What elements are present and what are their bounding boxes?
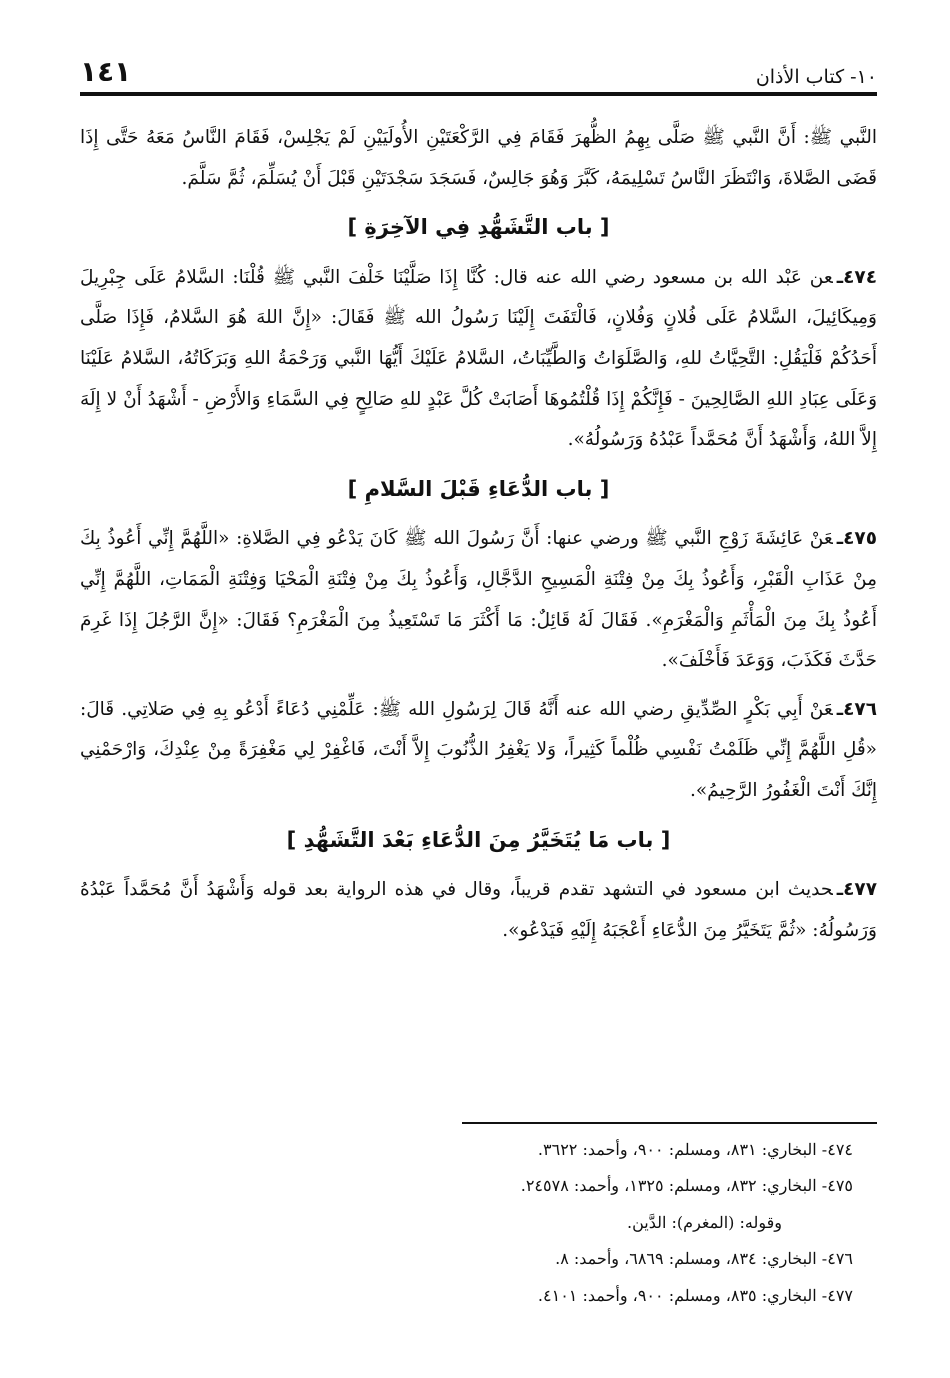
hadith-text: عَنْ أَبِي بَكْرٍ الصِّدِّيقِ رضي الله عنه أَنَّهُ قَالَ لِرَسُولِ الله ﷺ: عَلِّمْنِي دُعَاءً أَدْعُو بِهِ فِي صَلاتِي. قَالَ: «قُلِ اللَّهُمَّ إِنِّي ظَلَمْتُ نَفْسِي ظُلْماً كَثِيراً، وَلا يَغْفِرُ الذُّنُوبَ إِلاَّ أَنْتَ، فَاغْفِرْ لِي مَغْفِرَةً مِنْ عِنْدِكَ، وَارْحَمْنِي إِنَّكَ أَنْتَ الْغَفُورُ الرَّحِيمُ». xyxy=(80,698,877,801)
footnote: ٤٧٧- البخاري: ٨٣٥، ومسلم: ٩٠٠، وأحمد: ٤١٠١. xyxy=(537,1285,853,1305)
footnote-rule xyxy=(462,1122,877,1124)
footnote: ٤٧٥- البخاري: ٨٣٢، ومسلم: ١٣٢٥، وأحمد: ٢٤٥٧٨. xyxy=(520,1176,853,1196)
section-heading: [ باب التَّشَهُّدِ فِي الآخِرَةِ ] xyxy=(347,215,610,240)
hadith-number: ٤٧٧ـ xyxy=(836,879,877,901)
running-header xyxy=(80,52,877,88)
chapter-title: ١٠- كتاب الأذان xyxy=(755,66,877,88)
footnote-note: وقوله: (المغرم): الدَّين. xyxy=(627,1212,782,1232)
hadith-text: عَنْ عَائِشَةَ زَوْجِ النَّبي ﷺ ورضي عنها: أَنَّ رَسُولَ الله ﷺ كَانَ يَدْعُو فِي الصَّلاةِ: «اللَّهُمَّ إِنِّي أَعُوذُ بِكَ مِنْ عَذَابِ الْقَبْرِ، وَأَعُوذُ بِكَ مِنْ فِتْنَةِ الْمَسِيحِ الدَّجَّالِ، وَأَعُوذُ بِكَ مِنْ فِتْنَةِ الْمَحْيَا وَفِتْنَةِ الْمَمَاتِ، اللَّهُمَّ إِنِّي أَعُوذُ بِكَ مِنَ الْمَأْثَمِ وَالْمَغْرَمِ». فَقَالَ لَهُ قَائِلٌ: مَا أَكْثَرَ مَا تَسْتَعِيذُ مِنَ الْمَغْرَمِ؟ فَقَالَ: «إِنَّ الرَّجُلَ إِذَا غَرِمَ حَدَّثَ فَكَذَبَ، وَوَعَدَ فَأَخْلَفَ». xyxy=(80,528,877,672)
hadith-number: ٤٧٤ـ xyxy=(836,266,877,288)
page-number: ١٤١ xyxy=(80,55,132,88)
hadith-476 xyxy=(80,690,877,812)
section-heading: [ باب مَا يُتَخَيَّرُ مِنَ الدُّعَاءِ بَعْدَ التَّشَهُّدِ ] xyxy=(286,827,671,852)
section-heading: [ باب الدُّعَاءِ قَبْلَ السَّلامِ ] xyxy=(347,476,610,501)
hadith-475 xyxy=(80,519,877,681)
footnote: ٤٧٤- البخاري: ٨٣١، ومسلم: ٩٠٠، وأحمد: ٣٦٢٢. xyxy=(537,1140,853,1159)
hadith-text: عن عَبْد الله بن مسعود رضي الله عنه قال: كُنَّا إِذَا صَلَّيْنَا خَلْفَ النَّبي ﷺ قُلْنَا: السَّلامُ عَلَى جِبْرِيلَ وَمِيكَائِيلَ، السَّلامُ عَلَى فُلانٍ وَفُلانٍ، فَالْتَفَتَ إِلَيْنَا رَسُولُ الله ﷺ فَقَالَ: «إِنَّ اللهَ هُوَ السَّلامُ، فَإِذَا صَلَّى أَحَدُكُمْ فَلْيَقُلِ: التَّحِيَّاتُ للهِ، وَالصَّلَوَاتُ وَالطَّيِّبَاتُ، السَّلامُ عَلَيْكَ أَيُّهَا النَّبي وَرَحْمَةُ اللهِ وَبَرَكَاتُهُ، السَّلامُ عَلَيْنَا وَعَلَى عِبَادِ اللهِ الصَّالِحِينَ - فَإِنَّكُمْ إِذَا قُلْتُمُوهَا أَصَابَتْ كُلَّ عَبْدٍ للهِ صَالِحٍ فِي السَّمَاءِ وَالأَرْضِ - أَشْهَدُ أَنْ لا إِلَهَ إِلاَّ اللهُ، وَأَشْهَدُ أَنَّ مُحَمَّداً عَبْدُهُ وَرَسُولُهُ». xyxy=(80,266,877,451)
footnote: ٤٧٦- البخاري: ٨٣٤، ومسلم: ٦٨٦٩، وأحمد: ٨. xyxy=(555,1249,853,1269)
hadith-text: حديث ابن مسعود في التشهد تقدم قريباً، وقال في هذه الرواية بعد قوله وَأَشْهَدُ أَنَّ مُحَمَّداً عَبْدُهُ وَرَسُولُهُ: «ثُمَّ يَتَخَيَّرُ مِنَ الدُّعَاءِ أَعْجَبَهُ إِلَيْهِ فَيَدْعُو». xyxy=(80,879,877,941)
hadith-477 xyxy=(80,870,877,951)
hadith-number: ٤٧٥ـ xyxy=(836,528,877,550)
header-rule xyxy=(80,92,877,96)
continuation-text: النَّبي ﷺ: أَنَّ النَّبي ﷺ صَلَّى بِهِمُ الظُّهرَ فَقَامَ فِي الرَّكْعَتَيْنِ الأُولَيَيْنِ لَمْ يَجْلِسْ، فَقَامَ النَّاسُ مَعَهُ حَتَّى إِذَا قَضَى الصَّلاةَ، وَانْتَظَرَ النَّاسُ تَسْلِيمَهُ، كَبَّرَ وَهُوَ جَالِسٌ، فَسَجَدَ سَجْدَتَيْنِ قَبْلَ أَنْ يُسَلِّمَ، ثُمَّ سَلَّمَ. xyxy=(80,127,877,189)
paragraph-continuation xyxy=(80,118,877,199)
hadith-number: ٤٧٦ـ xyxy=(836,698,877,720)
hadith-474 xyxy=(80,258,877,461)
footnotes xyxy=(80,1132,877,1314)
main-text xyxy=(80,118,877,959)
